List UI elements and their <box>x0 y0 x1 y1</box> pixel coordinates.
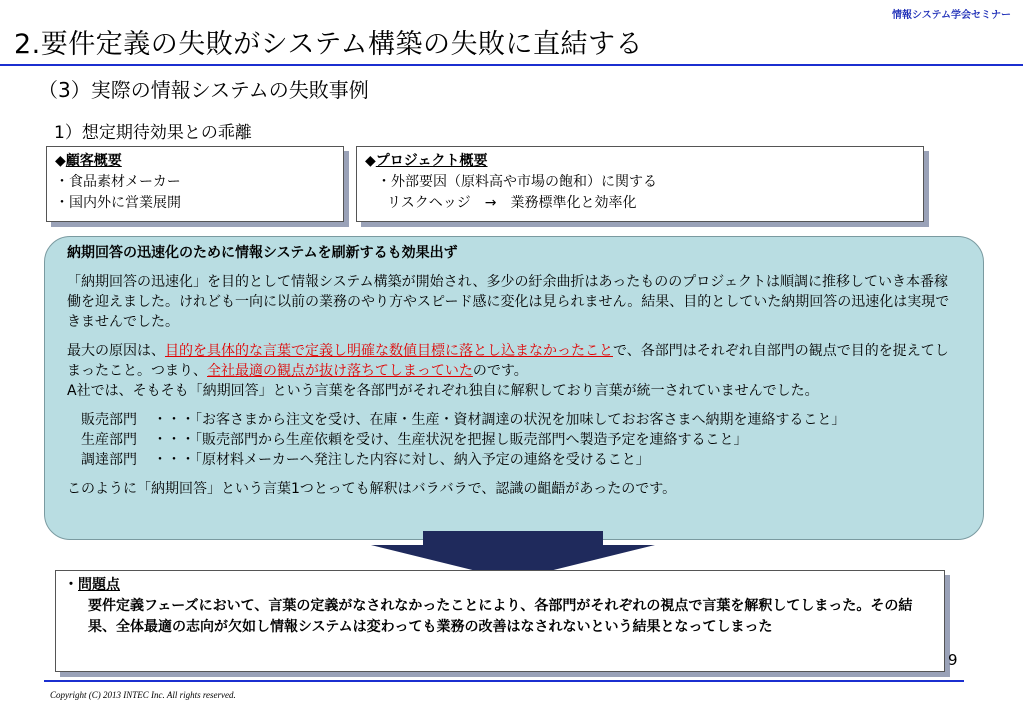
problem-text: 要件定義フェーズにおいて、言葉の定義がなされなかったことにより、各部門がそれぞれの視点で言葉を解釈してしまった。その結果、全体最適の志向が欠如し情報システムは変わっても業務の改善はなされないという結果となってしまった <box>88 598 913 635</box>
dept-row-sales: 販売部門 ・・・「お客さまから注文を受け、在庫・生産・資材調達の状況を加味しておお客さまへ納期を連絡すること」 <box>81 412 846 428</box>
project-overview-box <box>356 146 924 222</box>
project-line: ・外部要因（原料高や市場の飽和）に関する <box>377 174 657 190</box>
project-heading: ◆プロジェクト概要 <box>365 153 488 169</box>
bottom-divider <box>44 680 964 682</box>
problem-heading: ・問題点 <box>64 577 120 593</box>
client-line: ・国内外に営業展開 <box>55 195 181 211</box>
diamond-icon: ◆ <box>365 153 376 169</box>
page-number: 9 <box>948 651 958 669</box>
top-divider <box>0 64 1023 66</box>
case-paragraph-2: 最大の原因は、目的を具体的な言葉で定義し明確な数値目標に落とし込まなかったことで、各部門はそれぞれ自部門の観点で目的を捉えてしまったこと。つまり、全社最適の観点が抜け落ちてしまっていたのです。 A社では、そもそも「納期回答」という言葉を各部門がそれぞれ独自に解釈しており言葉が統一されていませんでした。 <box>67 343 949 399</box>
highlight-cause: 目的を具体的な言葉で定義し明確な数値目標に落とし込まなかったこと <box>165 343 613 359</box>
case-heading: 納期回答の迅速化のために情報システムを刷新するも効果出ず <box>67 245 458 261</box>
seminar-tag: 情報システム学会セミナー <box>892 10 1011 21</box>
client-line: ・食品素材メーカー <box>55 174 181 190</box>
page-title: 2.要件定義の失敗がシステム構築の失敗に直結する <box>14 29 644 60</box>
client-heading: ◆顧客概要 <box>55 153 122 169</box>
dept-row-production: 生産部門 ・・・「販売部門から生産依頼を受け、生産状況を把握し販売部門へ製造予定を連絡すること」 <box>81 432 748 448</box>
diamond-icon: ◆ <box>55 153 66 169</box>
subsection-heading: 1）想定期待効果との乖離 <box>54 123 252 143</box>
case-conclusion: このように「納期回答」という言葉1つとっても解釈はバラバラで、認識の齟齬があったのです。 <box>67 481 677 497</box>
case-panel <box>44 236 984 540</box>
client-overview-box <box>46 146 344 222</box>
dept-row-procurement: 調達部門 ・・・「原材料メーカーへ発注した内容に対し、納入予定の連絡を受けること」 <box>81 452 650 468</box>
department-list <box>67 410 961 470</box>
copyright-notice: Copyright (C) 2013 INTEC Inc. All rights reserved. <box>50 690 236 700</box>
project-line: リスクヘッジ → 業務標準化と効率化 <box>387 195 637 211</box>
problem-box <box>55 570 945 672</box>
case-paragraph-1: 「納期回答の迅速化」を目的として情報システム構築が開始され、多少の紆余曲折はあったもののプロジェクトは順調に推移していき本番稼働を迎えました。けれども一向に以前の業務のやり方やスピード感に変化は見られません。結果、目的としていた納期回答の迅速化は実現できませんでした。 <box>67 274 950 330</box>
section-heading: （3）実際の情報システムの失敗事例 <box>38 78 369 102</box>
highlight-optimization: 全社最適の観点が抜け落ちてしまっていた <box>207 363 473 379</box>
